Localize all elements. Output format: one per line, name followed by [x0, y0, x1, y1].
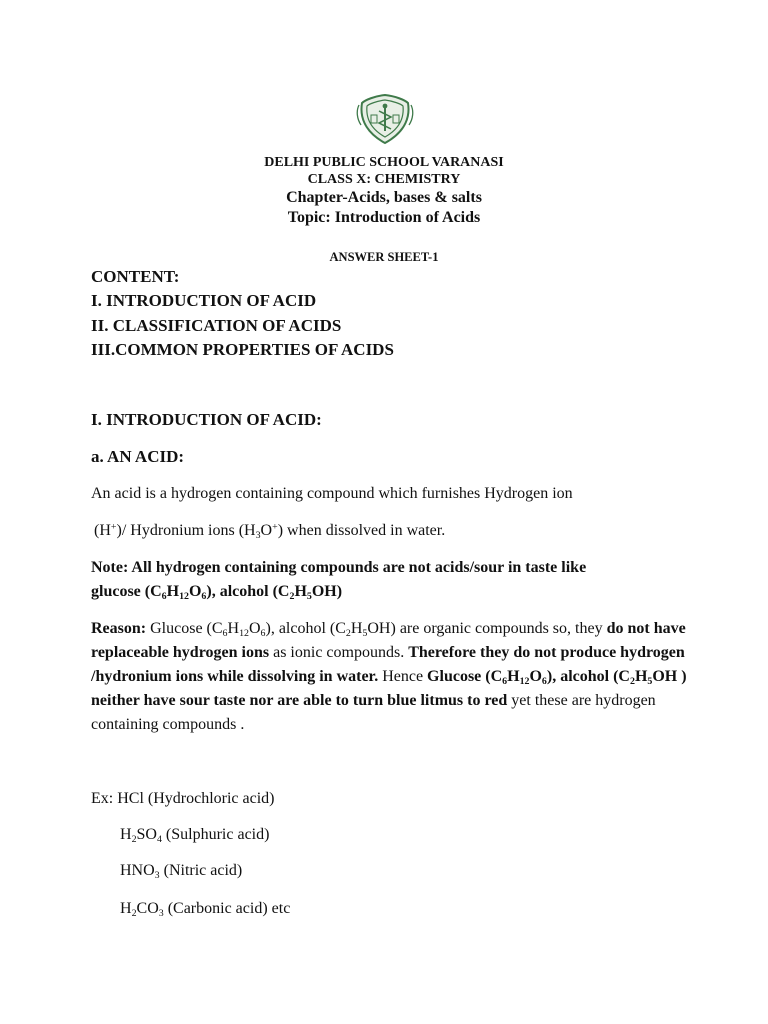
note-paragraph: Note: All hydrogen containing compounds are not acids/sour in taste like glucose $(C_6H_{12}O_6)$, alcohol $(C_2H_5OH)$	[91, 559, 587, 603]
example-item: $H_2SO_4$ (Sulphuric acid)	[120, 826, 270, 846]
answer-sheet-label: ANSWER SHEET-1	[329, 250, 439, 264]
section-heading: I. INTRODUCTION OF ACID:	[91, 410, 322, 429]
content-item-3: III.COMMON PROPERTIES OF ACIDS	[91, 340, 394, 359]
class-line: CLASS X: CHEMISTRY	[307, 172, 461, 187]
content-heading: CONTENT:	[91, 267, 180, 286]
topic-title: Topic: Introduction of Acids	[287, 209, 481, 226]
chapter-title: Chapter-Acids, bases & salts	[286, 189, 482, 206]
school-name: DELHI PUBLIC SCHOOL VARANASI	[264, 155, 504, 170]
example-item: $HNO_3$ (Nitric acid)	[120, 862, 243, 882]
example-item: Ex: HCl (Hydrochloric acid)	[91, 790, 275, 807]
example-item: $H_2CO_3$ (Carbonic acid) etc	[120, 900, 291, 920]
definition-line-2: (H+)/ Hydronium ions $(H_3O^+)$ when dissolved in water.	[94, 521, 446, 542]
content-item-1: I. INTRODUCTION OF ACID	[91, 291, 317, 310]
school-crest-logo	[353, 93, 417, 145]
sub-heading: a. AN ACID:	[91, 447, 185, 466]
content-item-2: II. CLASSIFICATION OF ACIDS	[91, 316, 342, 335]
reason-paragraph: Reason: Glucose $(C_6H_{12}O_6)$, alcohol $(C_2H_5OH)$ are organic compounds so, they do not have replaceable hydrogen ions as ionic compounds. Therefore they do not produce hydrogen /hydronium ions while dissolving in water. Hence Glucose $(C_6H_{12}O_6)$, alcohol ($C_2H_5OH$ ) neither have sour taste nor are able to turn blue litmus to red yet these are hydrogen containing compounds .	[91, 620, 687, 733]
definition-line-1: An acid is a hydrogen containing compound which furnishes Hydrogen ion	[91, 485, 573, 502]
